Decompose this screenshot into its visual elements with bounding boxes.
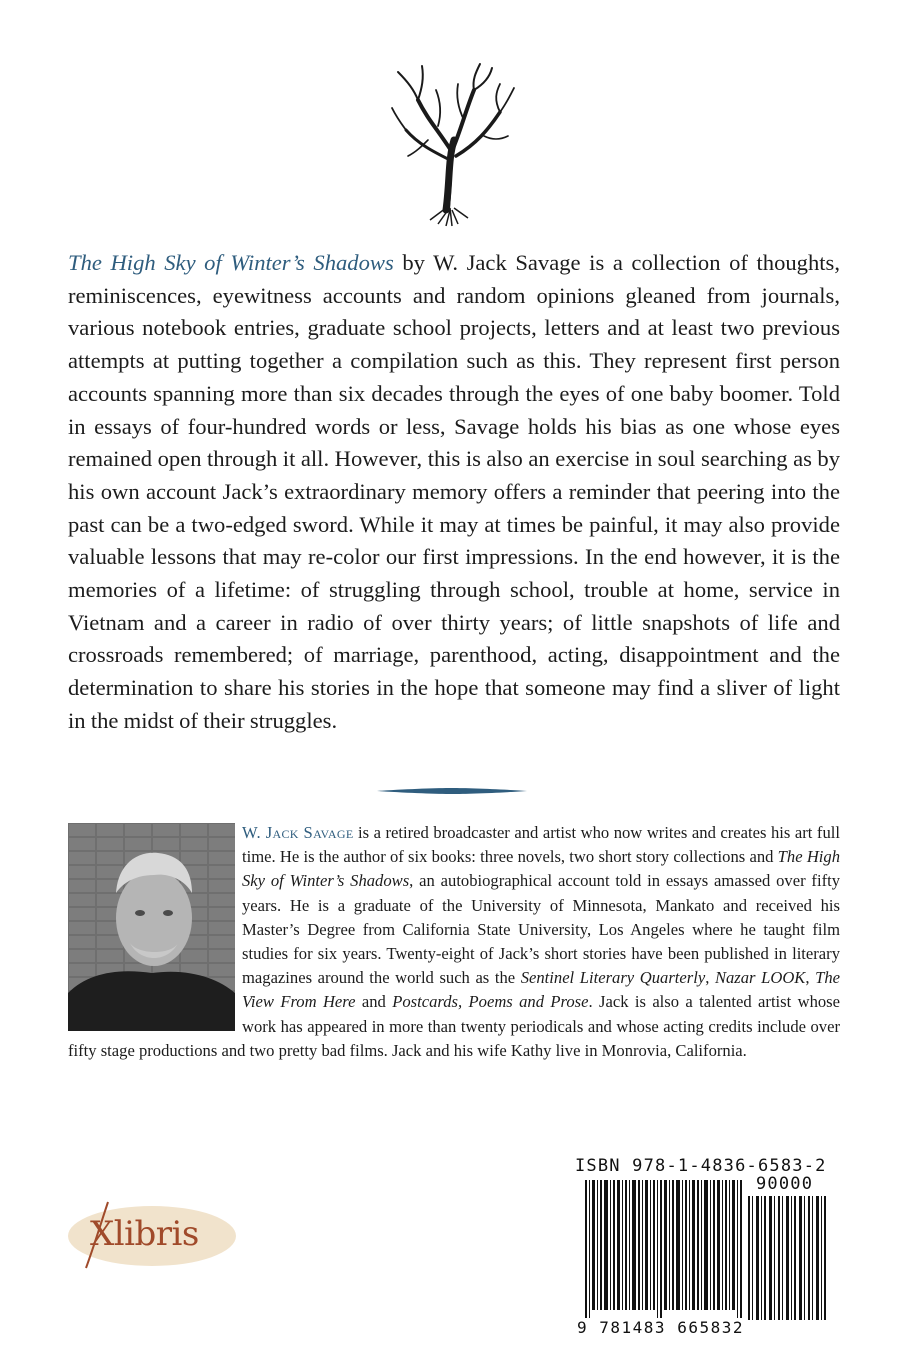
ornamental-divider: [377, 787, 527, 795]
isbn-barcode: [585, 1180, 745, 1320]
back-cover-blurb: [68, 247, 840, 738]
bio-magazine-4: Postcards, Poems and Prose: [392, 992, 589, 1012]
blurb-book-title: The High Sky of Winter’s Shadows: [68, 250, 394, 275]
publisher-logo: [64, 1196, 240, 1272]
author-bio: [68, 821, 840, 1063]
price-barcode: [748, 1196, 828, 1320]
bio-book-title: The High Sky of Winter’s Shadows: [242, 847, 840, 891]
bio-sep-1: ,: [705, 968, 715, 988]
blurb-text: by W. Jack Savage is a collection of thoughts, reminiscences, eyewitness accounts and random opinions gleaned from journals, various notebook entries, graduate school projects, letters and at least two previous attempts at putting together a compilation such as this. They represent first person accounts spanning more than six decades through the eyes of one baby boomer. Told in essays of four-hundred words or less, Savage holds his bias as one whose eyes remained open through it all. However, this is also an exercise in soul searching as by his own account Jack’s extraordinary memory offers a reminder that peering into the past can be a two-edged sword. While it may at times be painful, it may also provide valuable lessons that may re-color our first impressions. In the end however, it is the memories of a lifetime: of struggling through school, trouble at home, service in Vietnam and a career in radio of over thirty years; of little snapshots of life and crossroads remembered; of marriage, parenthood, acting, disappointment and the determination to share his stories in the hope that someone may find a sliver of light in the midst of their struggles.: [68, 250, 840, 733]
ean-digits: 9 781483 665832: [577, 1318, 744, 1337]
bio-text-1: is a retired broadcaster and artist who now writes and creates his art full time. He is the author of six books: three novels, two short story collections and: [242, 823, 840, 867]
tree-illustration: [388, 60, 518, 228]
bio-text-3: . Jack is also a talented artist whose work has appeared in more than twenty periodicals and whose acting credits include over fifty stage productions and two pretty bad films. Jack and his wife Kathy live in Monrovia, California.: [68, 992, 841, 1060]
bio-magazine-3: The View From Here: [242, 968, 841, 1012]
price-code: 90000: [756, 1174, 814, 1194]
bio-sep-2: ,: [805, 968, 816, 988]
bio-text-2: , an autobiographical account told in essays amassed over fifty years. He is a graduate of the University of Minnesota, Mankato and received his Master’s Degree from California State University, Los Angeles where he taught film studies for six years. Twenty-eight of Jack’s short stories have been published in literary magazines around the world such as the: [242, 871, 840, 988]
bio-sep-3: and: [355, 992, 393, 1012]
isbn-label: ISBN 978-1-4836-6583-2: [575, 1156, 827, 1176]
publisher-logo-text: Xlibris: [90, 1214, 199, 1254]
bio-magazine-1: Sentinel Literary Quarterly: [520, 968, 706, 988]
bio-magazine-2: Nazar LOOK: [714, 968, 806, 988]
bio-author-name: W. Jack Savage: [242, 823, 354, 842]
